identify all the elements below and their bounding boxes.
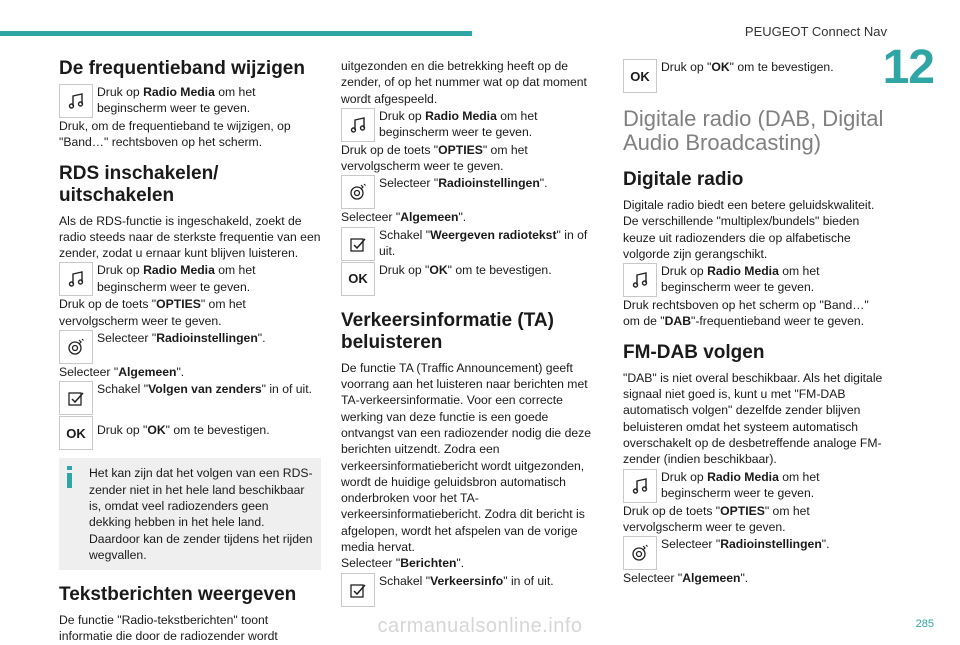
bold-text: Algemeen: [682, 571, 741, 586]
paragraph: [59, 364, 321, 380]
paragraph: [341, 142, 603, 175]
text: ".: [456, 556, 465, 571]
step-toggle: [341, 227, 603, 261]
bold-text: Radioinstellingen: [438, 176, 540, 191]
text: Selecteer ": [341, 556, 401, 571]
paragraph: [59, 296, 321, 329]
text: om het beginscherm weer te geven.: [97, 263, 256, 294]
step-toggle: [59, 381, 321, 415]
text: Selecteer ": [59, 365, 119, 380]
step-radio-media: [59, 262, 321, 296]
ok-button-icon: [59, 416, 93, 450]
paragraph: [623, 503, 885, 536]
text: " in of uit.: [379, 227, 588, 259]
bold-text: OPTIES: [720, 503, 765, 518]
bold-text: Radio Media: [707, 264, 779, 279]
text: " om het vervolgscherm weer te geven.: [341, 142, 528, 174]
bold-text: OPTIES: [156, 297, 201, 312]
heading-fm-dab: FM-DAB volgen: [623, 341, 765, 363]
radio-settings-icon: [623, 536, 657, 570]
step-radio-media: [623, 469, 885, 503]
text: Druk op de toets ": [341, 142, 439, 157]
text: Schakel ": [379, 227, 431, 242]
text: Druk op ": [379, 262, 430, 277]
bold-text: Algemeen: [118, 365, 177, 380]
bold-text: Radio Media: [707, 469, 779, 484]
bold-text: Verkeersinfo: [430, 573, 504, 588]
text: Selecteer ": [661, 537, 721, 552]
text: Druk rechtsboven op het scherm op "Band…" om de ": [623, 298, 869, 329]
text: Druk op: [97, 263, 144, 278]
text: " in of uit.: [503, 573, 554, 588]
bold-text: DAB: [664, 314, 691, 329]
toggle-checkbox-icon: [341, 573, 375, 607]
info-icon: [67, 466, 72, 488]
heading-digital-radio: Digitale radio: [623, 169, 744, 190]
ok-button-icon: [341, 262, 375, 296]
step-radio-settings: [59, 330, 321, 364]
step-toggle: [341, 573, 603, 607]
step-radio-media: [59, 84, 321, 118]
bold-text: Radioinstellingen: [720, 537, 822, 552]
paragraph: Druk, om de frequentieband te wijzigen, op "Band…" rechtsboven op het scherm.: [59, 119, 291, 150]
info-note: [59, 458, 321, 570]
header-title: PEUGEOT Connect Nav: [744, 24, 887, 39]
watermark: carmanualsonline.info: [377, 615, 583, 637]
bold-text: OK: [147, 423, 166, 438]
text: Druk op de toets ": [59, 297, 157, 312]
radio-settings-icon: [341, 175, 375, 209]
music-note-icon: [59, 84, 93, 118]
toggle-checkbox-icon: [59, 381, 93, 415]
text: Selecteer ": [97, 331, 157, 346]
paragraph: Als de RDS-functie is ingeschakeld, zoekt de radio steeds naar de sterkste frequentie van een zender, zodat u ernaar kunt blijven luisteren.: [59, 213, 321, 261]
text: ".: [539, 176, 548, 191]
text: ".: [458, 210, 467, 225]
text: Druk op: [97, 85, 144, 99]
text: Druk op: [661, 264, 708, 279]
text: ".: [740, 571, 749, 586]
bold-text: Radio Media: [143, 85, 215, 99]
paragraph: uitgezonden en die betrekking heeft op de zender, of op het nummer wat op dat moment wordt afgespeeld.: [341, 59, 587, 106]
text: Schakel ": [379, 573, 431, 588]
text: " om te bevestigen.: [165, 423, 270, 438]
bold-text: OK: [711, 60, 730, 74]
step-ok: [59, 416, 321, 450]
text: " in of uit.: [261, 382, 313, 397]
text: om het beginscherm weer te geven.: [97, 85, 256, 116]
bold-text: Radio Media: [143, 263, 215, 278]
heading-frequency-band: De frequentieband wijzigen: [59, 58, 305, 79]
bold-text: Volgen van zenders: [148, 382, 262, 397]
step-radio-media: [623, 263, 885, 297]
music-note-icon: [623, 469, 657, 503]
header-accent-bar: [0, 31, 472, 36]
paragraph: [623, 297, 885, 330]
ok-label: OK: [348, 271, 368, 287]
text: " om het vervolgscherm weer te geven.: [623, 503, 810, 534]
bold-text: Radioinstellingen: [156, 331, 258, 346]
text: " om te bevestigen.: [729, 60, 834, 74]
bold-text: Berichten: [400, 556, 457, 571]
step-ok: [341, 262, 603, 296]
text: "-frequentieband weer te geven.: [691, 314, 865, 329]
ok-label: OK: [630, 68, 650, 84]
text: om het beginscherm weer te geven.: [661, 469, 820, 500]
music-note-icon: [59, 262, 93, 296]
text: Schakel ": [97, 382, 149, 397]
paragraph: "DAB" is niet overal beschikbaar. Als het digitale signaal niet goed is, kunt u met "FM-DAB automatisch volgen" dezelfde zender blijven beluisteren omdat het systeem automatisch overschakelt op de desbetreffende analoge FM-zender (indien beschikbaar).: [623, 370, 883, 467]
text: ".: [257, 331, 266, 346]
chapter-number: 12: [882, 41, 934, 94]
bold-text: Weergeven radiotekst: [430, 227, 557, 242]
heading-rds: RDS inschakelen/ uitschakelen: [59, 162, 219, 206]
paragraph: [341, 209, 603, 225]
heading-traffic-info: Verkeersinformatie (TA) beluisteren: [341, 309, 554, 353]
text: " om te bevestigen.: [447, 262, 552, 277]
bold-text: OK: [429, 262, 448, 277]
step-radio-media: [341, 108, 603, 142]
ok-label: OK: [66, 425, 86, 441]
text: Druk op ": [661, 60, 712, 74]
text: Druk op de toets ": [623, 503, 721, 518]
text: Druk op ": [97, 423, 148, 438]
column-3: [623, 58, 885, 586]
bold-text: Radio Media: [425, 108, 497, 123]
text: " om het vervolgscherm weer te geven.: [59, 297, 246, 328]
text: om het beginscherm weer te geven.: [379, 108, 538, 140]
bold-text: Algemeen: [400, 210, 459, 225]
text: Druk op: [661, 469, 708, 484]
step-ok: [623, 59, 885, 93]
text: om het beginscherm weer te geven.: [661, 264, 820, 295]
bold-text: OPTIES: [438, 142, 483, 157]
music-note-icon: [341, 108, 375, 142]
text: Druk op: [379, 108, 426, 123]
column-1: [59, 58, 321, 645]
text: ".: [821, 537, 830, 552]
paragraph: De functie "Radio-tekstberichten" toont informatie die door de radiozender wordt: [59, 613, 278, 644]
ok-button-icon: [623, 59, 657, 93]
text: Selecteer ": [623, 571, 683, 586]
note-text: Het kan zijn dat het volgen van een RDS-zender niet in het hele land beschikbaar is, omdat veel radiozenders geen dekking hebben in het hele land. Daardoor kan de zender tijdens het rijden wegvallen.: [89, 466, 313, 562]
text: Selecteer ": [341, 210, 401, 225]
step-radio-settings: [341, 175, 603, 209]
text: Selecteer ": [379, 176, 439, 191]
column-2: [341, 58, 603, 607]
step-radio-settings: [623, 536, 885, 570]
heading-text-messages: Tekstberichten weergeven: [59, 584, 297, 606]
paragraph: De functie TA (Traffic Announcement) geeft voorrang aan het luisteren naar berichten met TA-verkeersinformatie. Voor een correcte werking van deze functie is een goede ontvangst van een radiozender nodig die deze berichten uitzendt. Zodra een verkeersinformatiebericht wordt uitgezonden, wordt de huidige geluidsbron automatisch onderbroken voor het TA-verkeersinformatiebericht. Zodra dit bericht is afgelopen, wordt het afspelen van de vorige media hervat.: [341, 360, 592, 555]
page-number: 285: [915, 618, 934, 630]
toggle-checkbox-icon: [341, 227, 375, 261]
paragraph: Digitale radio biedt een betere geluidskwaliteit. De verschillende "multiplex/bundels" bieden keuze uit radiozenders die op alfabetische volgorde zijn gerangschikt.: [623, 198, 875, 261]
paragraph: [623, 570, 885, 586]
music-note-icon: [623, 263, 657, 297]
radio-settings-icon: [59, 330, 93, 364]
paragraph: [341, 555, 603, 571]
heading-digital-radio-section: Digitale radio (DAB, Digital Audio Broadcasting): [623, 106, 884, 155]
text: ".: [176, 365, 185, 380]
